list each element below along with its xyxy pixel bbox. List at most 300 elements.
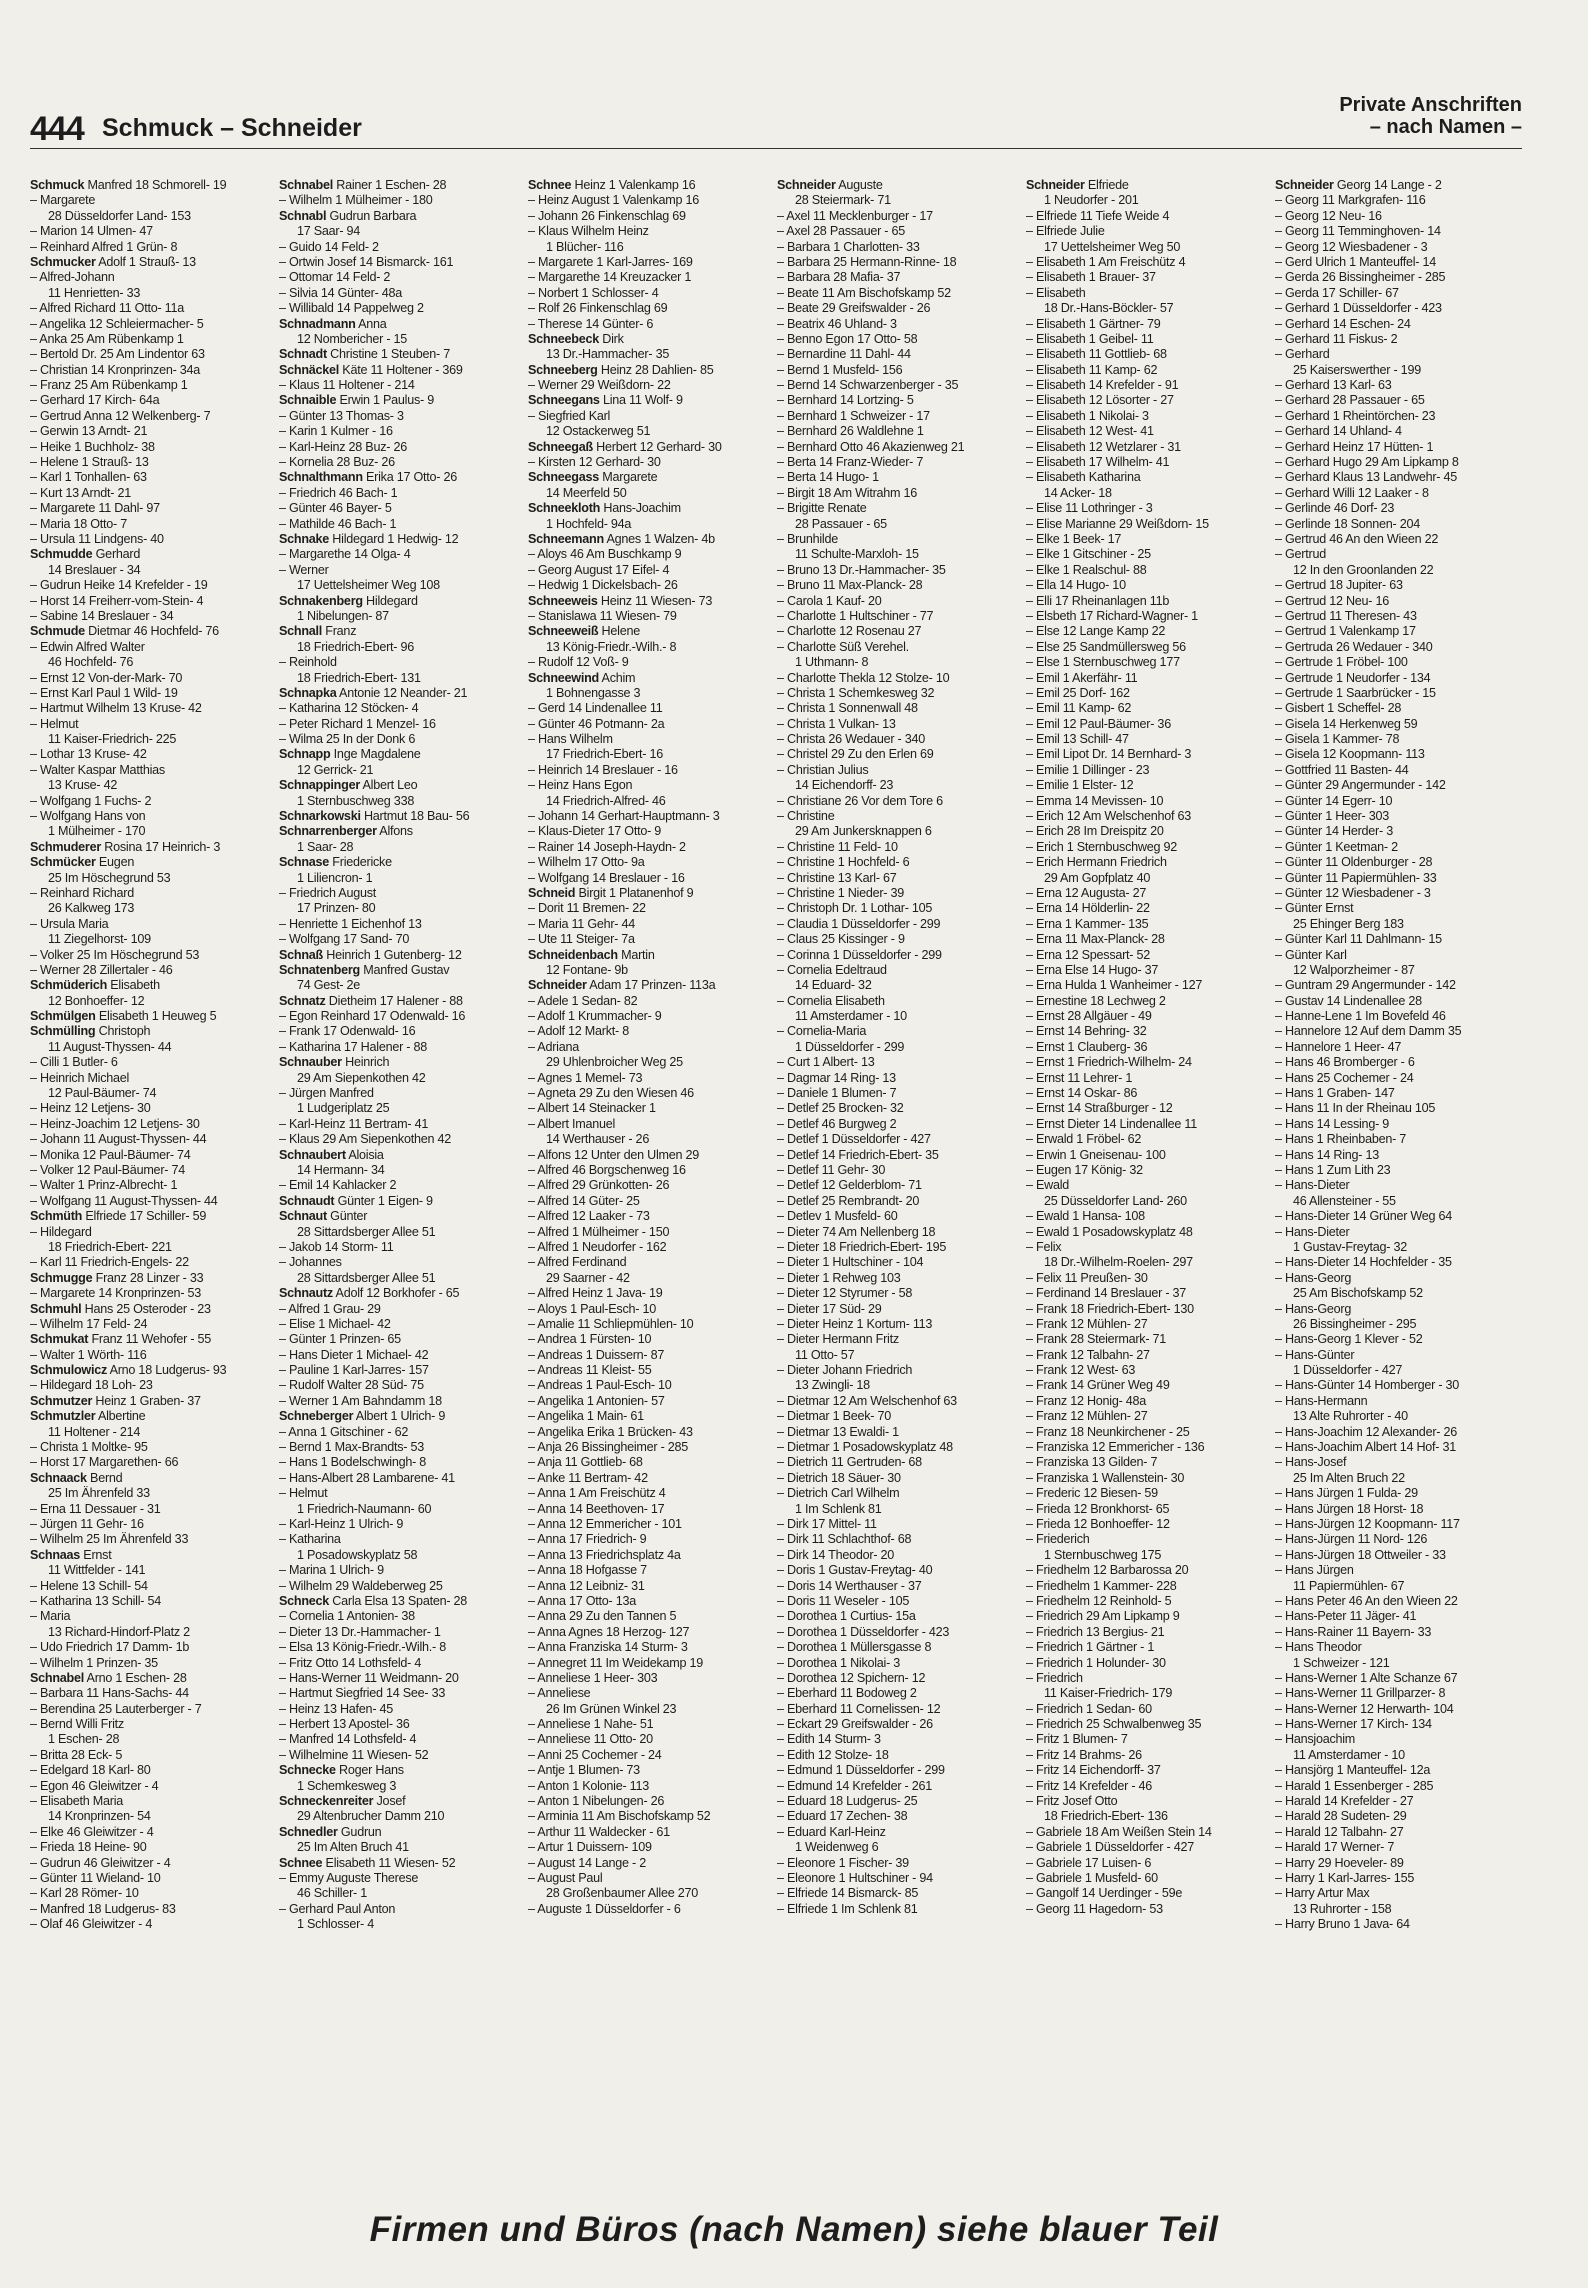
listing-entry: – Ferdinand 14 Breslauer - 37	[1026, 1286, 1187, 1301]
listing-entry: – Cilli 1 Butler- 6	[30, 1055, 118, 1070]
listing-entry: – Erich Hermann Friedrich	[1026, 855, 1167, 870]
listing-entry: – Hans Dieter 1 Michael- 42	[279, 1347, 429, 1362]
listing-entry: – Gerhard 1 Rheintörchen- 23	[1275, 408, 1436, 423]
listing-entry: 28 Steiermark- 71	[795, 193, 891, 208]
listing-entry: – Hans Wilhelm	[528, 732, 613, 747]
listing-entry: – Anneliese 1 Nahe- 51	[528, 1717, 654, 1732]
listing-entry: – Helene 1 Strauß- 13	[30, 455, 149, 470]
listing-entry: – Gisbert 1 Scheffel- 28	[1275, 701, 1402, 716]
listing-entry: Schnadmann Anna	[279, 316, 387, 331]
surname: Schmutzer	[30, 1393, 93, 1408]
listing-entry: – Johann 26 Finkenschlag 69	[528, 208, 686, 223]
listing-entry: Schmücker Eugen	[30, 855, 135, 870]
listing-entry: – Heike 1 Buchholz- 38	[30, 439, 155, 454]
listing-entry: – Dieter Johann Friedrich	[777, 1363, 913, 1378]
listing-entry: – Ella 14 Hugo- 10	[1026, 578, 1126, 593]
surname: Schmuck	[30, 178, 85, 192]
listing-entry: – Bertold Dr. 25 Am Lindentor 63	[30, 347, 205, 362]
listing-entry: – Bernd Willi Fritz	[30, 1717, 124, 1732]
listing-entry: – Maria 18 Otto- 7	[30, 516, 127, 531]
listing-entry: – Heinz 13 Hafen- 45	[279, 1701, 394, 1716]
listing-entry: – Doris 11 Weseler - 105	[777, 1593, 910, 1608]
listing-entry: – Beatrix 46 Uhland- 3	[777, 316, 897, 331]
listing-entry: – Hans-Werner 11 Weidmann- 20	[279, 1670, 459, 1685]
listing-entry: – Heinz August 1 Valenkamp 16	[528, 193, 700, 208]
listing-entry: – Heinrich 14 Breslauer - 16	[528, 762, 678, 777]
listing-entry: – Gangolf 14 Uerdinger - 59e	[1026, 1886, 1183, 1901]
listing-entry: – Edelgard 18 Karl- 80	[30, 1763, 151, 1778]
listing-entry: – Peter Richard 1 Menzel- 16	[279, 716, 436, 731]
listing-entry: – Hans 46 Bromberger - 6	[1275, 1055, 1415, 1070]
listing-entry: – Friedrich 13 Bergius- 21	[1026, 1624, 1165, 1639]
listing-entry: Schmugge Franz 28 Linzer - 33	[30, 1270, 204, 1285]
listing-entry: – Stanislawa 11 Wiesen- 79	[528, 608, 677, 623]
listing-entry: – Curt 1 Albert- 13	[777, 1055, 875, 1070]
listing-entry: – Frank 28 Steiermark- 71	[1026, 1332, 1167, 1347]
listing-entry: – Antje 1 Blumen- 73	[528, 1763, 640, 1778]
listing-entry: – Helmut	[279, 1486, 328, 1501]
listing-entry: – Bernhard 1 Schweizer - 17	[777, 408, 930, 423]
listing-entry: – Wilhelm 1 Prinzen- 35	[30, 1655, 158, 1670]
listing-entry: – Emil 13 Schill- 47	[1026, 732, 1129, 747]
surname: Schnabl	[279, 208, 327, 223]
listing-entry: – Gisela 1 Kammer- 78	[1275, 732, 1400, 747]
listing-entry: – Wilma 25 In der Donk 6	[279, 732, 416, 747]
listing-entry: – Gerhard 17 Kirch- 64a	[30, 393, 160, 408]
listing-entry: – Erna Hulda 1 Wanheimer - 127	[1026, 978, 1203, 993]
listing-entry: – Hans-Jürgen 11 Nord- 126	[1275, 1532, 1428, 1547]
listing-entry: Schmulowicz Arno 18 Ludgerus- 93	[30, 1363, 227, 1378]
surname: Schmüderich	[30, 978, 108, 993]
listing-entry: Schnaack Bernd	[30, 1470, 123, 1485]
listing-entry: – Erna 11 Dessauer - 31	[30, 1501, 161, 1516]
listing-entry: – Hans 25 Cochemer - 24	[1275, 1070, 1414, 1085]
listing-entry: – Wolfgang Hans von	[30, 809, 146, 824]
listing-entry: – Angelika 12 Schleiermacher- 5	[30, 316, 204, 331]
listing-entry: – Harald 14 Krefelder - 27	[1275, 1794, 1414, 1809]
listing-entry: 14 Kronprinzen- 54	[48, 1809, 151, 1824]
listing-entry: – Elisabeth 11 Kamp- 62	[1026, 362, 1158, 377]
listing-entry: 1 Posadowskyplatz 58	[297, 1547, 418, 1562]
listing-entry: – Friedrich August	[279, 885, 376, 900]
listing-entry: – Johannes	[279, 1255, 342, 1270]
surname: Schnapka	[279, 685, 337, 700]
listing-entry: Schnaß Heinrich 1 Gutenberg- 12	[279, 947, 462, 962]
listing-entry: – Reinhard Alfred 1 Grün- 8	[30, 239, 178, 254]
listing-entry: – Ernst 28 Allgäuer - 49	[1026, 1009, 1152, 1024]
listing-entry: – Gottfried 11 Basten- 44	[1275, 762, 1409, 777]
listing-entry: – Günter 13 Thomas- 3	[279, 408, 404, 423]
listing-entry: – Alfred Heinz 1 Java- 19	[528, 1286, 663, 1301]
listing-entry: – Anneliese	[528, 1686, 591, 1701]
surname: Schnakenberg	[279, 593, 363, 608]
surname: Schnappinger	[279, 778, 360, 793]
listing-entry: – Norbert 1 Schlosser- 4	[528, 285, 659, 300]
listing-entry: – Dorothea 1 Curtius- 15a	[777, 1609, 916, 1624]
listing-entry: – Margarete 1 Karl-Jarres- 169	[528, 254, 693, 269]
listing-entry: – Horst 14 Freiherr-vom-Stein- 4	[30, 593, 204, 608]
listing-entry: – Anneliese 11 Otto- 20	[528, 1732, 653, 1747]
listing-entry: Schneider Georg 14 Lange - 2	[1275, 178, 1442, 192]
listing-entry: 14 Hermann- 34	[297, 1163, 385, 1177]
page-number: 444	[30, 110, 84, 148]
listing-entry: – August 14 Lange - 2	[528, 1855, 646, 1870]
listing-entry: – Erwald 1 Fröbel- 62	[1026, 1132, 1142, 1147]
listing-entry: Schnäckel Käte 11 Holtener - 369	[279, 362, 463, 377]
listing-entry: – Monika 12 Paul-Bäumer- 74	[30, 1147, 191, 1162]
listing-entry: – Bernhard 26 Waldlehne 1	[777, 424, 924, 439]
listing-entry: – Felix 11 Preußen- 30	[1026, 1270, 1148, 1285]
listing-entry: – Erna 12 Spessart- 52	[1026, 947, 1151, 962]
listing-entry: – Bernardine 11 Dahl- 44	[777, 347, 911, 362]
listing-entry: – Anna 14 Beethoven- 17	[528, 1501, 665, 1516]
listing-entry: – Karl-Heinz 11 Bertram- 41	[279, 1116, 429, 1131]
listing-entry: – Cornelia Elisabeth	[777, 993, 885, 1008]
listing-entry: – Christel 29 Zu den Erlen 69	[777, 747, 934, 762]
listing-entry: – Gerhard Hugo 29 Am Lipkamp 8	[1275, 455, 1459, 470]
listing-entry: 17 Uettelsheimer Weg 50	[1044, 239, 1181, 254]
listing-entry: Schmülling Christoph	[30, 1024, 151, 1039]
listing-entry: – Alfred 1 Grau- 29	[279, 1301, 381, 1316]
listing-entry: – Anni 25 Cochemer - 24	[528, 1747, 662, 1762]
listing-entry: – Katharina 12 Stöcken- 4	[279, 701, 419, 716]
listing-entry: – Hildegard 18 Loh- 23	[30, 1378, 153, 1393]
listing-entry: Schnapka Antonie 12 Neander- 21	[279, 685, 468, 700]
listing-entry: 1 Schemkesweg 3	[297, 1778, 397, 1793]
listing-entry: – Charlotte 12 Rosenau 27	[777, 624, 922, 639]
listing-entry: – Erna 11 Max-Planck- 28	[1026, 932, 1165, 947]
listing-entry: Schneeweis Heinz 11 Wiesen- 73	[528, 593, 713, 608]
listing-entry: – Hartmut Wilhelm 13 Kruse- 42	[30, 701, 202, 716]
surname: Schnatenberg	[279, 962, 360, 977]
listing-entry: – Friedhelm 12 Reinhold- 5	[1026, 1593, 1172, 1608]
listing-entry: – Elke 46 Gleiwitzer - 4	[30, 1824, 154, 1839]
listing-entry: – Marina 1 Ulrich- 9	[279, 1563, 384, 1578]
surname: Schnäckel	[279, 362, 340, 377]
listing-entry: 29 Am Gopfplatz 40	[1044, 870, 1151, 885]
listing-entry: – Edmund 1 Düsseldorfer - 299	[777, 1763, 945, 1778]
listing-entry: – Emil 11 Kamp- 62	[1026, 701, 1132, 716]
listing-entry: – Ernst 12 Von-der-Mark- 70	[30, 670, 183, 685]
surname: Schneegass	[528, 470, 600, 485]
listing-entry: – Elke 1 Beek- 17	[1026, 531, 1122, 546]
listing-entry: – Angelika 1 Main- 61	[528, 1409, 644, 1424]
surname: Schmulowicz	[30, 1363, 108, 1378]
listing-entry: – Hansjörg 1 Manteuffel- 12a	[1275, 1763, 1431, 1778]
listing-entry: – Gertrud 12 Neu- 16	[1275, 593, 1390, 608]
listing-entry: – Werner	[279, 562, 329, 577]
listing-entry: – Friedrich 1 Gärtner - 1	[1026, 1640, 1155, 1655]
listing-entry: – Elli 17 Rheinanlagen 11b	[1026, 593, 1170, 608]
listing-entry: – Ernst 14 Straßburger - 12	[1026, 1101, 1173, 1116]
listing-entry: – Elisabeth 12 West- 41	[1026, 424, 1154, 439]
surname: Schnase	[279, 855, 330, 870]
listing-entry: – Christine 13 Karl- 67	[777, 870, 897, 885]
listing-entry: – Dirk 11 Schlachthof- 68	[777, 1532, 912, 1547]
listing-entry: – Eduard 18 Ludgerus- 25	[777, 1794, 918, 1809]
listing-entry: – Maria 11 Gehr- 44	[528, 916, 636, 931]
listing-entry: – Hans-Albert 28 Lambarene- 41	[279, 1470, 455, 1485]
listing-entry: – Hartmut Siegfried 14 See- 33	[279, 1686, 446, 1701]
surname: Schnabel	[279, 178, 333, 192]
listing-entry: – Hedwig 1 Dickelsbach- 26	[528, 578, 678, 593]
section-title	[1339, 94, 1522, 138]
listing-entry: – Beate 29 Greifswalder - 26	[777, 301, 931, 316]
listing-entry: – Heinrich Michael	[30, 1070, 130, 1085]
listing-entry: – Frederic 12 Biesen- 59	[1026, 1486, 1158, 1501]
listing-entry: 25 Ehinger Berg 183	[1293, 916, 1404, 931]
surname: Schneberger	[279, 1409, 354, 1424]
listing-entry: – Gerd 14 Lindenallee 11	[528, 701, 663, 716]
listing-entry: – Erna 1 Kammer- 135	[1026, 916, 1149, 931]
listing-entry: – Ernst 11 Lehrer- 1	[1026, 1070, 1133, 1085]
listing-entry: 18 Friedrich-Ebert- 221	[48, 1239, 172, 1254]
listing-entry: – Jakob 14 Storm- 11	[279, 1239, 394, 1254]
listing-entry: – Hans Jürgen 18 Horst- 18	[1275, 1501, 1424, 1516]
listing-entry: – Bernd 14 Schwarzenberger - 35	[777, 378, 959, 393]
listing-entry: – Gertrud	[1275, 547, 1326, 562]
listing-entry: – Elisabeth	[1026, 285, 1086, 300]
listing-entry: – Emil 25 Dorf- 162	[1026, 685, 1130, 700]
listing-entry: 11 Henrietten- 33	[48, 285, 141, 300]
listing-entry: 13 Alte Ruhrorter - 40	[1293, 1409, 1408, 1424]
surname: Schnarkowski	[279, 809, 361, 824]
listing-entry: Schneeweiß Helene	[528, 624, 640, 639]
listing-entry: – Reinhard Richard	[30, 885, 135, 900]
listing-entry: – Barbara 25 Hermann-Rinne- 18	[777, 254, 957, 269]
listing-entry: – Hans-Günter	[1275, 1347, 1355, 1362]
listing-entry: – Dagmar 14 Ring- 13	[777, 1070, 896, 1085]
listing-entry: – Ortwin Josef 14 Bismarck- 161	[279, 254, 454, 269]
listing-entry: – Günter 46 Potmann- 2a	[528, 716, 665, 731]
listing-entry: 26 Kalkweg 173	[48, 901, 135, 916]
listing-entry: Schneberger Albert 1 Ulrich- 9	[279, 1409, 446, 1424]
listing-entry: – Edith 14 Sturm- 3	[777, 1732, 881, 1747]
listing-entry: 12 Nombericher - 15	[297, 331, 408, 346]
listing-entry: 1 Blücher- 116	[546, 239, 624, 254]
listing-entry: Schneegass Margarete	[528, 470, 658, 485]
listing-entry: – Frank 14 Grüner Weg 49	[1026, 1378, 1170, 1393]
listing-entry: – Hans-Dieter	[1275, 1224, 1350, 1239]
listing-entry: – Olaf 46 Gleiwitzer - 4	[30, 1917, 153, 1932]
listing-entry: – Else 25 Sandmüllersweg 56	[1026, 639, 1186, 654]
listing-entry: 13 Dr.-Hammacher- 35	[546, 347, 670, 362]
listing-entry: – Brigitte Renate	[777, 501, 867, 516]
listing-entry: – Christine 11 Feld- 10	[777, 839, 898, 854]
listing-entry: – Bernd 1 Max-Brandts- 53	[279, 1440, 424, 1455]
listing-entry: 25 Kaiserswerther - 199	[1293, 362, 1421, 377]
listing-entry: 1 Sternbuschweg 175	[1044, 1547, 1162, 1562]
listing-entry: – Gustav 14 Lindenallee 28	[1275, 993, 1422, 1008]
listing-entry: Schneider Auguste	[777, 178, 883, 192]
listing-entry: – Christa 26 Wedauer - 340	[777, 732, 925, 747]
listing-entry: Schmutzler Albertine	[30, 1409, 146, 1424]
listing-entry: – Gertruda 26 Wedauer - 340	[1275, 639, 1433, 654]
listing-entry: – Franziska 12 Emmericher - 136	[1026, 1440, 1205, 1455]
listing-entry: – Sabine 14 Breslauer - 34	[30, 608, 174, 623]
listing-entry: – Harald 1 Essenberger - 285	[1275, 1778, 1434, 1793]
listing-entry: – Egon 46 Gleiwitzer - 4	[30, 1778, 159, 1793]
listing-entry: 1 Saar- 28	[297, 839, 354, 854]
listing-entry: Schnaible Erwin 1 Paulus- 9	[279, 393, 434, 408]
listing-entry: Schmuderer Rosina 17 Heinrich- 3	[30, 839, 221, 854]
listing-entry: 14 Werthauser - 26	[546, 1132, 650, 1147]
listing-entry: Schneidenbach Martin	[528, 947, 655, 962]
listing-entry: Schnase Friedericke	[279, 855, 392, 870]
section-title-line-2: – nach Namen –	[1369, 116, 1522, 138]
listing-entry: – Günter 1 Keetman- 2	[1275, 839, 1398, 854]
listing-entry: – Hansjoachim	[1275, 1732, 1356, 1747]
listing-entry: – Dieter 13 Dr.-Hammacher- 1	[279, 1624, 441, 1639]
listing-entry: – Elisabeth Katharina	[1026, 470, 1141, 485]
listing-entry: 1 Düsseldorfer - 427	[1293, 1363, 1403, 1378]
surname: Schnalthmann	[279, 470, 363, 485]
listing-entry: 17 Friedrich-Ebert- 16	[546, 747, 663, 762]
listing-entry: – Gertrude 1 Fröbel- 100	[1275, 655, 1408, 670]
listing-entry: 18 Friedrich-Ebert- 96	[297, 639, 414, 654]
listing-entry: – Gerwin 13 Arndt- 21	[30, 424, 148, 439]
listing-entry: – Volker 25 Im Höschegrund 53	[30, 947, 200, 962]
section-title-line-1: Private Anschriften	[1339, 94, 1522, 116]
listing-entry: – Alfred Ferdinand	[528, 1255, 627, 1270]
listing-entry: – Detlef 1 Düsseldorfer - 427	[777, 1132, 931, 1147]
surname: Schneidenbach	[528, 947, 618, 962]
listing-entry: 17 Prinzen- 80	[297, 901, 376, 916]
listing-entry: – Gerhard Heinz 17 Hütten- 1	[1275, 439, 1434, 454]
listing-entry: – Ewald 1 Posadowskyplatz 48	[1026, 1224, 1193, 1239]
listing-entry: Schneebeck Dirk	[528, 331, 624, 346]
surname: Schnaible	[279, 393, 337, 408]
listing-entry: – Frank 12 West- 63	[1026, 1363, 1136, 1378]
surname: Schneekloth	[528, 501, 601, 516]
listing-entry: – Elisabeth 1 Am Freischütz 4	[1026, 254, 1186, 269]
listing-entry: – Günter 1 Prinzen- 65	[279, 1332, 401, 1347]
listing-entry: – Günter 29 Angermunder - 142	[1275, 778, 1446, 793]
listing-entry: – Guntram 29 Angermunder - 142	[1275, 978, 1456, 993]
listing-entry: Schnalthmann Erika 17 Otto- 26	[279, 470, 457, 485]
listing-entry: – Fritz 14 Brahms- 26	[1026, 1747, 1142, 1762]
listing-entry: – Manfred 14 Lothsfeld- 4	[279, 1732, 417, 1747]
surname: Schnaß	[279, 947, 323, 962]
listing-entry: – Dieter Hermann Fritz	[777, 1332, 899, 1347]
listing-entry: – Hans 1 Graben- 147	[1275, 1086, 1395, 1101]
listing-entry: – Hans-Georg 1 Klever - 52	[1275, 1332, 1423, 1347]
listing-entry: – Kornelia 28 Buz- 26	[279, 455, 395, 470]
directory-column	[528, 178, 768, 2173]
listing-entry: – Karin 1 Kulmer - 16	[279, 424, 393, 439]
listing-entry: – Helmut	[30, 716, 79, 731]
surname: Schneeberg	[528, 362, 598, 377]
listing-entry: Schnaas Ernst	[30, 1547, 112, 1562]
listing-entry: – Hanne-Lene 1 Im Bovefeld 46	[1275, 1009, 1446, 1024]
listing-entry: – Karl-Heinz 1 Ulrich- 9	[279, 1516, 404, 1531]
listing-entry: Schnabl Gudrun Barbara	[279, 208, 417, 223]
listing-entry: 29 Saarner - 42	[546, 1270, 630, 1285]
listing-entry: – Albert 14 Steinacker 1	[528, 1101, 656, 1116]
listing-entry: – Hans-Georg	[1275, 1301, 1352, 1316]
listing-entry: – Dieter 12 Styrumer - 58	[777, 1286, 913, 1301]
listing-entry: 18 Dr.-Hans-Böckler- 57	[1044, 301, 1174, 316]
listing-entry: – Erna 12 Augusta- 27	[1026, 885, 1147, 900]
listing-entry: Schmudde Gerhard	[30, 547, 141, 562]
listing-entry: Schneegaß Herbert 12 Gerhard- 30	[528, 439, 722, 454]
listing-entry: – Dieter 1 Rehweg 103	[777, 1270, 901, 1285]
listing-entry: – Hans-Dieter	[1275, 1178, 1350, 1193]
listing-entry: 25 Im Alten Bruch 41	[297, 1840, 409, 1855]
surname: Schnaudt	[279, 1193, 335, 1208]
listing-entry: – Claudia 1 Düsseldorfer - 299	[777, 916, 941, 931]
listing-entry: – Eleonore 1 Fischer- 39	[777, 1855, 909, 1870]
listing-entry: 12 Bonhoeffer- 12	[48, 993, 145, 1008]
listing-entry: 28 Sittardsberger Allee 51	[297, 1224, 436, 1239]
listing-entry: – Egon Reinhard 17 Odenwald- 16	[279, 1009, 466, 1024]
listing-entry: – Wilhelmine 11 Wiesen- 52	[279, 1747, 429, 1762]
listing-entry: 29 Uhlenbroicher Weg 25	[546, 1055, 683, 1070]
listing-entry: – Elisabeth 17 Wilhelm- 41	[1026, 455, 1170, 470]
listing-entry: – Harry 29 Hoeveler- 89	[1275, 1855, 1404, 1870]
listing-entry: 17 Uettelsheimer Weg 108	[297, 578, 440, 593]
listing-entry: – Hannelore 1 Heer- 47	[1275, 1039, 1402, 1054]
listing-entry: – Hans 1 Bodelschwingh- 8	[279, 1455, 427, 1470]
page-header	[30, 92, 1522, 149]
listing-entry: – Franz 25 Am Rübenkamp 1	[30, 378, 188, 393]
listing-entry: – Adolf 1 Krummacher- 9	[528, 1009, 662, 1024]
listing-entry: – Amalie 11 Schliepmühlen- 10	[528, 1316, 694, 1331]
listing-entry: – Hans-Rainer 11 Bayern- 33	[1275, 1624, 1432, 1639]
listing-entry: – Harry Bruno 1 Java- 64	[1275, 1917, 1410, 1932]
listing-entry: – Alfred 14 Güter- 25	[528, 1193, 640, 1208]
listing-entry: – Barbara 11 Hans-Sachs- 44	[30, 1686, 189, 1701]
listing-entry: – Karl 11 Friedrich-Engels- 22	[30, 1255, 189, 1270]
surname: Schneemann	[528, 531, 604, 546]
listing-entry: 25 Im Höschegrund 53	[48, 870, 171, 885]
listing-entry: 14 Eichendorff- 23	[795, 778, 894, 793]
listing-entry: – Erwin 1 Gneisenau- 100	[1026, 1147, 1166, 1162]
listing-entry: – Emil 14 Kahlacker 2	[279, 1178, 397, 1193]
listing-entry: – Fritz Otto 14 Lothsfeld- 4	[279, 1655, 422, 1670]
listing-entry: Schnatenberg Manfred Gustav	[279, 962, 450, 977]
listing-entry: – Felix	[1026, 1239, 1062, 1254]
listing-entry: – Ernst 1 Friedrich-Wilhelm- 24	[1026, 1055, 1192, 1070]
listing-entry: – Christa 1 Moltke- 95	[30, 1440, 148, 1455]
listing-entry: – Christa 1 Sonnenwall 48	[777, 701, 918, 716]
listing-entry: 11 Kaiser-Friedrich- 179	[1044, 1686, 1173, 1701]
listing-entry: – Gertrud 18 Jupiter- 63	[1275, 578, 1403, 593]
listing-entry: 11 Otto- 57	[795, 1347, 855, 1362]
listing-entry: Schmucker Adolf 1 Strauß- 13	[30, 254, 196, 269]
listing-entry: – Gabriele 1 Musfeld- 60	[1026, 1870, 1158, 1885]
surname: Schneeweiß	[528, 624, 599, 639]
surname: Schmuhl	[30, 1301, 82, 1316]
surname: Schneegaß	[528, 439, 593, 454]
listing-entry: 1 Liliencron- 1	[297, 870, 373, 885]
listing-entry: 28 Sittardsberger Allee 51	[297, 1270, 436, 1285]
listing-entry: – Carola 1 Kauf- 20	[777, 593, 882, 608]
listing-entry: – Katharina	[279, 1532, 341, 1547]
listing-entry: 25 Am Bischofskamp 52	[1293, 1286, 1423, 1301]
surname: Schneeweis	[528, 593, 598, 608]
listing-entry: – Hans Jürgen	[1275, 1563, 1354, 1578]
surname: Schneewind	[528, 670, 599, 685]
listing-entry: Schmude Dietmar 46 Hochfeld- 76	[30, 624, 219, 639]
listing-entry: – Georg 11 Markgrafen- 116	[1275, 193, 1426, 208]
listing-entry: – Anna 29 Zu den Tannen 5	[528, 1609, 677, 1624]
listing-entry: – Ute 11 Steiger- 7a	[528, 932, 635, 947]
listing-entry: 28 Passauer - 65	[795, 516, 887, 531]
listing-entry: 26 Bissingheimer - 295	[1293, 1316, 1417, 1331]
listing-entry: – Anke 11 Bertram- 42	[528, 1470, 648, 1485]
surname: Schmukat	[30, 1332, 89, 1347]
